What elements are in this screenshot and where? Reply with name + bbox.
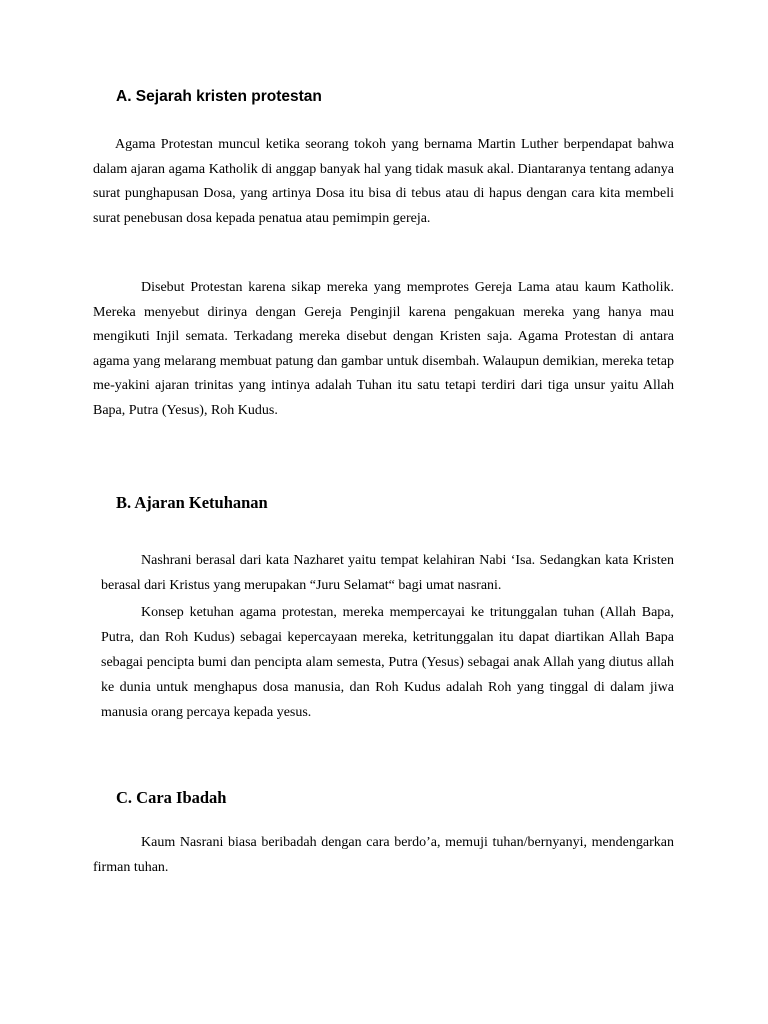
section-b-paragraph-2: Konsep ketuhan agama protestan, mereka mempercayai ke tritunggalan tuhan (Allah Bapa, Putra, dan Roh Kudus) sebagai kepercayaan mereka, ketritunggalan itu dapat diartikan Allah Bapa sebagai pencipta bumi dan pencipta alam semesta, Putra (Yesus) sebagai anak Allah yang diutus allah ke dunia untuk menghapus dosa manusia, dan Roh Kudus adalah Roh yang tinggal di dalam jiwa manusia orang percaya kepada yesus.: [101, 605, 674, 720]
section-b-heading: B. Ajaran Ketuhanan: [116, 493, 268, 512]
section-a-paragraph-1: Agama Protestan muncul ketika seorang tokoh yang bernama Martin Luther berpendapat bahwa dalam ajaran agama Katholik di anggap banyak hal yang tidak masuk akal. Diantaranya tentang adanya surat punghapusan Dosa, yang artinya Dosa itu bisa di tebus atau di hapus dengan cara kita membeli surat penebusan dosa kepada penatua atau pemimpin gereja.: [93, 137, 674, 226]
section-c-paragraph-1: Kaum Nasrani biasa beribadah dengan cara berdo’a, memuji tuhan/bernyanyi, mendengarkan firman tuhan.: [93, 835, 674, 875]
section-c-heading: C. Cara Ibadah: [116, 788, 227, 807]
section-a-paragraph-2: Disebut Protestan karena sikap mereka yang memprotes Gereja Lama atau kaum Katholik. Mereka menyebut dirinya dengan Gereja Penginjil karena pengakuan mereka yang hanya mau mengikuti Injil semata. Terkadang mereka disebut dengan Kristen saja. Agama Protestan di antara agama yang melarang membuat patung dan gambar untuk disembah. Walaupun demikian, mereka tetap me-yakini ajaran trinitas yang intinya adalah Tuhan itu satu tetapi terdiri dari tiga unsur yaitu Allah Bapa, Putra (Yesus), Roh Kudus.: [93, 280, 674, 418]
section-b-paragraph-1: Nashrani berasal dari kata Nazharet yaitu tempat kelahiran Nabi ‘Isa. Sedangkan kata Kristen berasal dari Kristus yang merupakan “Juru Selamat“ bagi umat nasrani.: [101, 553, 674, 593]
section-a-heading: A. Sejarah kristen protestan: [116, 88, 322, 105]
